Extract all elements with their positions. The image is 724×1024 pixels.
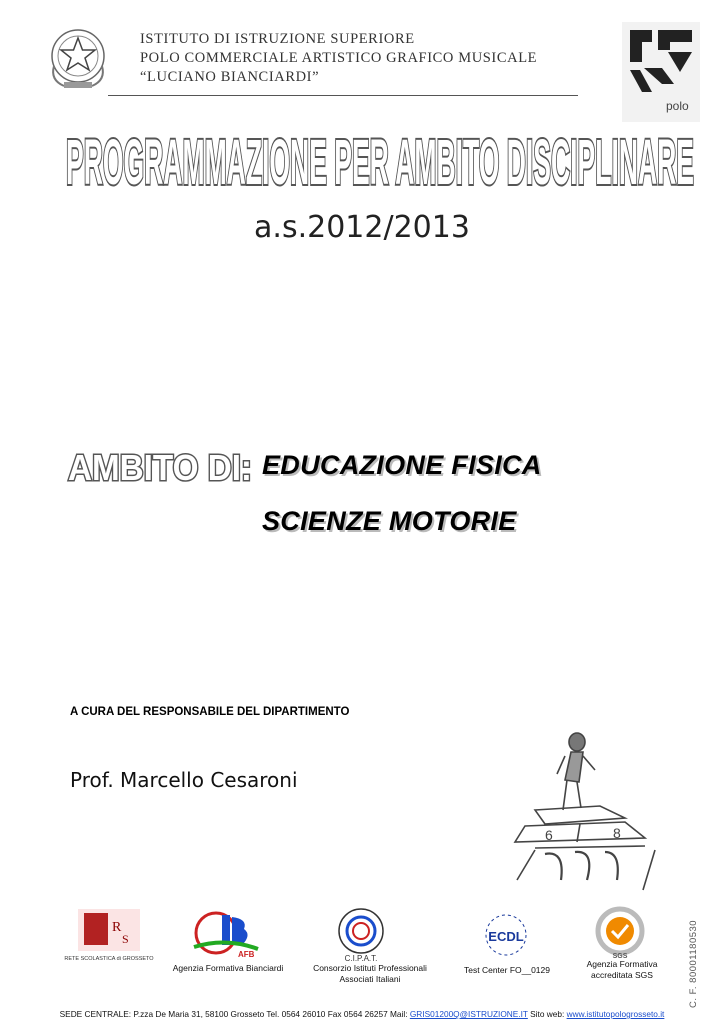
rete-scolastica-logo: [64, 907, 154, 965]
afb-caption: Agenzia Formativa Bianciardi: [172, 963, 284, 973]
footer-mail-link[interactable]: GRIS01200Q@ISTRUZIONE.IT: [409, 1009, 528, 1019]
header-divider: [108, 95, 578, 96]
hopscotch-illustration: [505, 730, 665, 900]
footer-web-link[interactable]: www.istitutopologrosseto.it: [566, 1009, 665, 1019]
ecdl-caption: Test Center FO__0129: [464, 965, 550, 975]
svg-text:S: S: [122, 932, 129, 946]
cipat-logo: [330, 905, 392, 963]
svg-text:R: R: [112, 920, 122, 935]
ecdl-logo-text: ECDL: [488, 929, 524, 944]
school-year: a.s.2012/2013: [254, 210, 470, 245]
ambito-subject-2: SCIENZE MOTORIE: [262, 506, 517, 536]
svg-text:6: 6: [545, 827, 553, 843]
footer-web-label: Sito web:: [527, 1009, 567, 1019]
ambito-label: [66, 440, 256, 490]
sgs-caption: Agenzia Formativa accreditata SGS: [586, 959, 658, 980]
ambito-subject-1: EDUCAZIONE FISICA: [262, 450, 542, 480]
republic-emblem-icon: [42, 22, 114, 94]
polo-logo: [622, 22, 700, 122]
curator-note: A CURA DEL RESPONSABILE DEL DIPARTIMENTO: [70, 706, 350, 718]
polo-logo-text: polo: [666, 99, 689, 113]
fiscal-code: C. F. 80001180530: [688, 919, 699, 1008]
header-line-1: ISTITUTO DI ISTRUZIONE SUPERIORE: [140, 31, 415, 47]
afb-logo: [186, 907, 266, 959]
partner-logos: [0, 905, 724, 1005]
cipat-logo-text: C.I.P.A.T.: [344, 954, 378, 963]
main-title-text: PROGRAMMAZIONE PER AMBITO DISCIPLINARE: [66, 126, 694, 198]
footer: [0, 1009, 724, 1019]
cipat-caption: Consorzio Istituti Professionali Associati Italiani: [313, 963, 427, 984]
sgs-logo: [592, 907, 648, 959]
header-line-3: “LUCIANO BIANCIARDI”: [140, 69, 320, 85]
afb-logo-text: AFB: [238, 950, 255, 959]
footer-address: SEDE CENTRALE: P.zza De Maria 31, 58100 Grosseto Tel. 0564 26010 Fax 0564 26257 Mail:: [59, 1009, 410, 1019]
school-header: [140, 30, 620, 87]
ambito-label-text: AMBITO DI:: [68, 447, 252, 488]
sgs-logo-text: SGS: [612, 953, 628, 960]
main-title: [62, 108, 698, 198]
header-line-2: POLO COMMERCIALE ARTISTICO GRAFICO MUSICALE: [140, 50, 538, 66]
svg-text:8: 8: [613, 825, 621, 841]
rete-logo-text: RETE SCOLASTICA di GROSSETO: [64, 956, 154, 962]
ecdl-logo: [476, 911, 536, 963]
professor-name: Prof. Marcello Cesaroni: [70, 768, 298, 792]
